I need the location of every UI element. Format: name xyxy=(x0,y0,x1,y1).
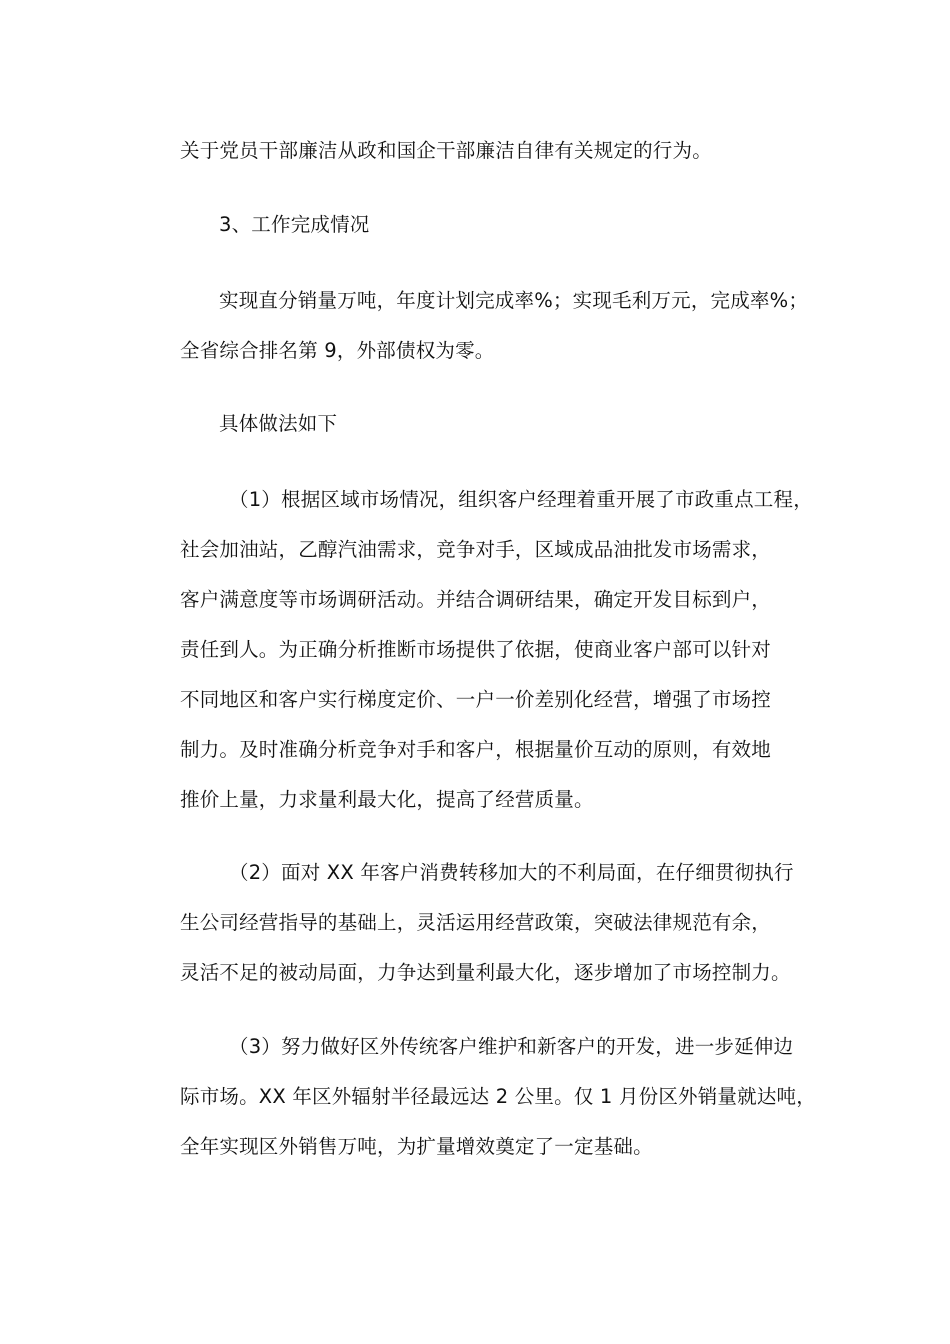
text-line: 推价上量，力求量利最大化，提高了经营质量。 xyxy=(180,788,594,811)
text-line: 责任到人。为正确分析推断市场提供了依据，使商业客户部可以针对 xyxy=(180,638,772,661)
subheading: 具体做法如下 xyxy=(219,412,338,435)
text-line: （3）努力做好区外传统客户维护和新客户的开发，进一步延伸边 xyxy=(229,1035,794,1058)
text-line: 生公司经营指导的基础上，灵活运用经营政策，突破法律规范有余， xyxy=(180,911,772,934)
text-line: 际市场。XX 年区外辐射半径最远达 2 公里。仅 1 月份区外销量就达吨， xyxy=(180,1085,816,1108)
text-line: （2）面对 XX 年客户消费转移加大的不利局面，在仔细贯彻执行 xyxy=(229,861,794,884)
text-line: 制力。及时准确分析竞争对手和客户，根据量价互动的原则，有效地 xyxy=(180,738,772,761)
text-line: 关于党员干部廉洁从政和国企干部廉洁自律有关规定的行为。 xyxy=(180,139,712,162)
text-line: 社会加油站，乙醇汽油需求，竞争对手，区域成品油批发市场需求， xyxy=(180,538,772,561)
text-line: 全年实现区外销售万吨，为扩量增效奠定了一定基础。 xyxy=(180,1135,653,1158)
text-line: 实现直分销量万吨，年度计划完成率%；实现毛利万元，完成率%； xyxy=(219,289,809,312)
text-line: 灵活不足的被动局面，力争达到量利最大化，逐步增加了市场控制力。 xyxy=(180,961,791,984)
text-line: 全省综合排名第 9，外部债权为零。 xyxy=(180,339,495,362)
text-line: （1）根据区域市场情况，组织客户经理着重开展了市政重点工程， xyxy=(229,488,813,511)
section-heading: 3、工作完成情况 xyxy=(219,213,370,236)
text-line: 不同地区和客户实行梯度定价、一户一价差别化经营，增强了市场控 xyxy=(180,688,772,711)
text-line: 客户满意度等市场调研活动。并结合调研结果，确定开发目标到户， xyxy=(180,588,772,611)
